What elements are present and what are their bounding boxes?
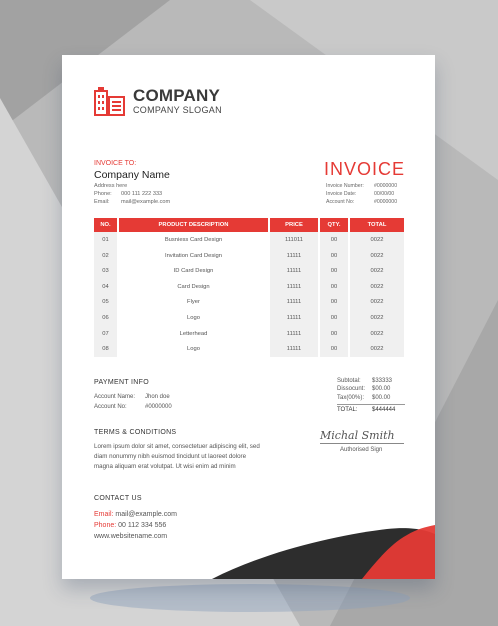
subtotal-value: $33333 bbox=[372, 378, 393, 384]
tax-label: Tax(00%): bbox=[337, 394, 365, 401]
invoice-number: #0000000 bbox=[374, 183, 398, 189]
cell-qty: 00 bbox=[330, 237, 338, 243]
discount-value: $00.00 bbox=[372, 386, 391, 393]
total-value: $444444 bbox=[372, 407, 396, 414]
company-slogan: COMPANY SLOGAN bbox=[133, 105, 222, 115]
discount-label: Dissocunt: bbox=[337, 386, 366, 393]
terms-text: Lorem ipsum dolor sit amet, consectetuer adipiscing elit, sed diam nonummy nibh euismod tincidunt ut laoreet dolore magna aliquam erat volutpat. Ut wisi enim ad minim bbox=[94, 443, 260, 470]
cell-no: 07 bbox=[102, 330, 109, 337]
account-number: #0000000 bbox=[374, 198, 398, 205]
cell-qty: 00 bbox=[330, 299, 338, 306]
account-name-label: Account Name: bbox=[94, 394, 136, 400]
company-name: COMPANY bbox=[133, 86, 221, 105]
header-no: NO. bbox=[94, 218, 117, 232]
subtotal-label: Subtotal: bbox=[337, 378, 361, 384]
cell-description: Letterhead bbox=[179, 330, 208, 337]
client-phone-label: Phone: bbox=[94, 191, 112, 198]
cell-qty: 00 bbox=[330, 252, 338, 259]
header-price: PRICE bbox=[270, 218, 318, 232]
cell-description: Logo bbox=[187, 346, 200, 353]
signature: Michal Smith bbox=[320, 429, 395, 442]
cell-total: 0022 bbox=[370, 330, 384, 337]
contact-phone-label: Phone: bbox=[94, 522, 117, 529]
cell-description: Busniess Card Design bbox=[164, 237, 223, 243]
cell-description: Logo bbox=[187, 315, 200, 321]
decorative-waves bbox=[62, 55, 435, 579]
cell-total: 0022 bbox=[370, 237, 384, 243]
cell-price: 11111 bbox=[286, 346, 302, 353]
payment-account-number: #0000000 bbox=[145, 404, 172, 410]
contact-website: www.websitename.com bbox=[94, 533, 168, 540]
cell-no: 01 bbox=[102, 237, 109, 243]
payment-account-label: Account No: bbox=[94, 404, 127, 410]
cell-no: 02 bbox=[102, 252, 109, 259]
account-number-label: Account No: bbox=[326, 198, 355, 205]
client-address: Address here bbox=[94, 183, 128, 189]
signature-label: Authorised Sign bbox=[340, 447, 383, 453]
header-description: PRODUCT DESCRIPTION bbox=[119, 218, 268, 232]
cell-total: 0022 bbox=[370, 268, 384, 275]
cell-qty: 00 bbox=[330, 346, 338, 353]
tax-value: $00.00 bbox=[372, 394, 391, 401]
cell-total: 0022 bbox=[370, 283, 384, 290]
client-phone: 000 111 222 333 bbox=[121, 191, 163, 198]
cell-price: 11111 bbox=[286, 299, 302, 306]
contact-email-label: Email: bbox=[94, 511, 114, 518]
cell-qty: 00 bbox=[330, 315, 338, 321]
cell-total: 0022 bbox=[370, 299, 384, 306]
contact-email-value: mail@example.com bbox=[115, 511, 177, 518]
contact-phone-value: 00 112 334 556 bbox=[118, 522, 167, 529]
cell-no: 05 bbox=[102, 299, 109, 306]
payment-info-title: PAYMENT INFO bbox=[94, 379, 149, 386]
contact-title: CONTACT US bbox=[94, 495, 142, 502]
invoice-title: INVOICE bbox=[324, 159, 406, 179]
cell-description: Flyer bbox=[187, 299, 200, 306]
cell-qty: 00 bbox=[330, 268, 338, 275]
invoice-to-label: INVOICE TO: bbox=[94, 160, 137, 167]
invoice-number-label: Invoice Number: bbox=[326, 183, 364, 189]
total-label: TOTAL: bbox=[337, 407, 358, 414]
invoice-date-label: Invoice Date: bbox=[326, 190, 357, 197]
cell-no: 08 bbox=[102, 346, 109, 353]
cell-total: 0022 bbox=[370, 346, 384, 353]
cell-no: 06 bbox=[102, 315, 109, 321]
cell-price: 111011 bbox=[284, 237, 304, 243]
cell-description: Invitation Card Design bbox=[164, 252, 223, 259]
invoice-date: 00/00/00 bbox=[374, 190, 395, 197]
terms-title: TERMS & CONDITIONS bbox=[94, 429, 177, 436]
cell-price: 11111 bbox=[286, 315, 302, 321]
cell-price: 11111 bbox=[286, 268, 302, 275]
account-name: Jhon doe bbox=[145, 394, 170, 400]
cell-no: 03 bbox=[102, 268, 109, 275]
cell-description: ID Card Design bbox=[173, 268, 214, 275]
header-total: TOTAL bbox=[350, 218, 404, 232]
cell-qty: 00 bbox=[330, 283, 338, 290]
cell-description: Card Design bbox=[177, 283, 210, 290]
cell-price: 11111 bbox=[286, 252, 302, 259]
cell-total: 0022 bbox=[370, 252, 384, 259]
cell-total: 0022 bbox=[370, 315, 384, 321]
cell-qty: 00 bbox=[330, 330, 338, 337]
invoice-page bbox=[62, 55, 435, 579]
cell-price: 11111 bbox=[286, 283, 302, 290]
cell-price: 11111 bbox=[286, 330, 302, 337]
header-qty: QTY. bbox=[320, 218, 348, 232]
client-email: mail@example.com bbox=[121, 199, 171, 206]
client-name: Company Name bbox=[94, 169, 170, 181]
client-email-label: Email: bbox=[94, 199, 110, 206]
cell-no: 04 bbox=[102, 283, 109, 290]
